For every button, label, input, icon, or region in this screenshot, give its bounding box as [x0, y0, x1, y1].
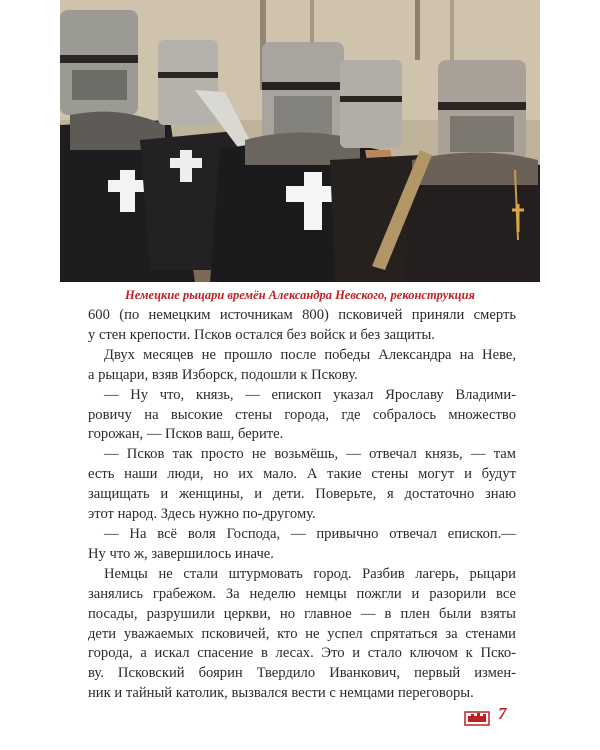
paragraph: [88, 386, 516, 446]
text-line: ник и тайный католик, вызвался вести с немцами переговоры.: [88, 685, 474, 702]
text-line: Ну что ж, завершилось иначе.: [88, 545, 274, 562]
text-line: есть наши люди, но их мало. А такие стены могут и будут: [88, 466, 516, 483]
text-line: дети уважаемых псковичей, кто не успел спрятаться за стенами: [88, 625, 516, 642]
text-line: — На всё воля Господа, — привычно отвечал епископ.—: [104, 525, 516, 542]
text-line: а рыцари, взяв Изборск, подошли к Пскову.: [88, 366, 358, 383]
text-line: Двух месяцев не прошло после победы Александра на Неве,: [104, 346, 516, 363]
page-number: 7: [498, 704, 507, 723]
paragraph: [88, 306, 516, 346]
paragraph: [88, 525, 516, 565]
text-line: защищать и женщины, и дети. Поверьте, я достаточно знаю: [88, 486, 516, 503]
text-line: Немцы не стали штурмовать город. Разбив лагерь, рыцари: [104, 565, 516, 582]
text-line: — Псков так просто не возьмёшь, — отвечал князь, — там: [104, 446, 516, 463]
text-line: 600 (по немецким источникам 800) псковичей приняли смерть: [88, 307, 516, 323]
knights-reconstruction-photo: [60, 0, 540, 282]
text-line: посады, разрушили церкви, но главное — в плен были взяты: [88, 605, 516, 622]
text-line: занялись грабежом. За неделю немцы пожгли и разорили все: [88, 585, 516, 602]
paragraph: [88, 445, 516, 525]
book-emblem-icon: [464, 709, 490, 727]
text-line: ву. Псковский боярин Твердило Иванкович, первый измен-: [88, 665, 516, 682]
text-line: — Ну что, князь, — епископ указал Ярославу Владими-: [104, 386, 516, 403]
text-line: горожан, — Псков ваш, берите.: [88, 426, 284, 443]
photo-caption: Немецкие рыцари времён Александра Невского, реконструкция: [60, 282, 540, 308]
body-text: [88, 306, 516, 704]
paragraph: [88, 565, 516, 704]
paragraph: [88, 346, 516, 386]
text-line: у стен крепости. Псков остался без войск и без защиты.: [88, 326, 435, 343]
photo-illustration: [60, 0, 540, 282]
text-line: города, а искал спасение в лесах. Это и стало ключом к Пско-: [88, 645, 516, 662]
text-line: ровичу на высокие стены города, где собралось множество: [88, 406, 516, 423]
text-line: этот народ. Здесь нужно по-другому.: [88, 506, 316, 523]
